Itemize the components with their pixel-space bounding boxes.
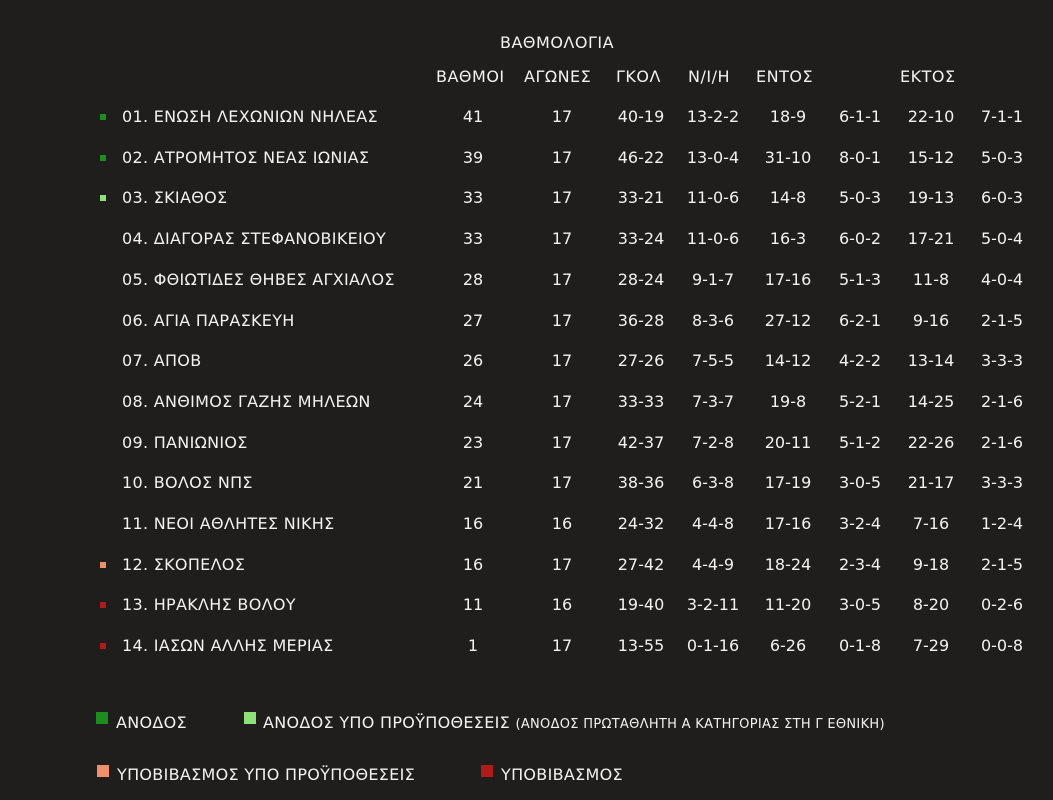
points-cell: 28	[462, 269, 484, 289]
away-wdl-cell: 0-0-8	[980, 636, 1024, 656]
away-wdl-cell: 2-1-6	[980, 391, 1024, 411]
home-wdl-cell: 5-1-2	[838, 432, 882, 452]
header-goals: ΓΚΟΛ	[616, 67, 661, 86]
team-name: 11. ΝΕΟΙ ΑΘΛΗΤΕΣ ΝΙΚΗΣ	[122, 514, 335, 533]
home-goals-cell: 20-11	[764, 432, 812, 452]
status-marker	[100, 562, 106, 568]
home-wdl-cell: 5-0-3	[838, 188, 882, 208]
away-goals-cell: 11-8	[912, 269, 950, 289]
goals-cell: 40-19	[617, 107, 665, 126]
games-cell: 17	[551, 432, 573, 452]
wdl-cell: 13-2-2	[686, 107, 740, 126]
wdl-cell: 8-3-6	[691, 310, 735, 330]
team-name: 12. ΣΚΟΠΕΛΟΣ	[122, 554, 246, 574]
away-wdl-cell: 2-1-5	[980, 554, 1024, 574]
home-wdl-cell: 6-1-1	[838, 107, 882, 126]
goals-cell: 27-42	[617, 554, 665, 574]
header-away: ΕΚΤΟΣ	[900, 67, 956, 86]
games-cell: 17	[551, 351, 573, 371]
table-row	[0, 512, 1053, 536]
games-cell: 17	[551, 147, 573, 167]
games-cell: 17	[551, 636, 573, 656]
away-wdl-cell: 5-0-4	[980, 229, 1024, 249]
team-name: 06. ΑΓΙΑ ΠΑΡΑΣΚΕΥΗ	[122, 310, 295, 330]
goals-cell: 38-36	[617, 473, 665, 493]
points-cell: 26	[462, 351, 484, 371]
away-wdl-cell: 2-1-5	[980, 310, 1024, 330]
away-wdl-cell: 5-0-3	[980, 147, 1024, 167]
goals-cell: 33-24	[617, 229, 665, 249]
points-cell: 27	[462, 310, 484, 330]
status-marker	[100, 643, 106, 649]
wdl-cell: 3-2-11	[686, 595, 740, 615]
home-wdl-cell: 8-0-1	[838, 147, 882, 167]
points-cell: 16	[462, 514, 484, 533]
away-wdl-cell: 6-0-3	[980, 188, 1024, 208]
legend-swatch-conditional-promotion	[244, 712, 256, 724]
games-cell: 17	[551, 554, 573, 574]
goals-cell: 42-37	[617, 432, 665, 452]
away-wdl-cell: 2-1-6	[980, 432, 1024, 452]
team-name: 01. ΕΝΩΣΗ ΛΕΧΩΝΙΩΝ ΝΗΛΕΑΣ	[122, 107, 378, 126]
home-goals-cell: 14-12	[764, 351, 812, 371]
table-row	[0, 553, 1053, 577]
games-cell: 17	[551, 107, 573, 126]
goals-cell: 24-32	[617, 514, 665, 533]
wdl-cell: 4-4-9	[691, 554, 735, 574]
legend-label-promotion: ΑΝΟΔΟΣ	[116, 713, 187, 732]
header-home: ΕΝΤΟΣ	[756, 67, 814, 86]
wdl-cell: 6-3-8	[691, 473, 735, 493]
table-row	[0, 634, 1053, 658]
games-cell: 17	[551, 229, 573, 249]
goals-cell: 36-28	[617, 310, 665, 330]
wdl-cell: 0-1-16	[686, 636, 740, 656]
away-goals-cell: 9-18	[912, 554, 950, 574]
team-name: 07. ΑΠΟΒ	[122, 351, 202, 371]
home-goals-cell: 16-3	[769, 229, 807, 249]
wdl-cell: 4-4-8	[691, 514, 735, 533]
points-cell: 1	[467, 636, 479, 656]
wdl-cell: 13-0-4	[686, 147, 740, 167]
table-row	[0, 309, 1053, 333]
team-name: 05. ΦΘΙΩΤΙΔΕΣ ΘΗΒΕΣ ΑΓΧΙΑΛΟΣ	[122, 269, 395, 289]
wdl-cell: 11-0-6	[686, 188, 740, 208]
away-goals-cell: 9-16	[912, 310, 950, 330]
home-goals-cell: 11-20	[764, 595, 812, 615]
away-wdl-cell: 3-3-3	[980, 351, 1024, 371]
legend-label-conditional-promotion	[263, 713, 885, 732]
wdl-cell: 7-3-7	[691, 391, 735, 411]
home-wdl-cell: 4-2-2	[838, 351, 882, 371]
games-cell: 16	[551, 514, 573, 533]
home-goals-cell: 17-19	[764, 473, 812, 493]
games-cell: 17	[551, 269, 573, 289]
home-goals-cell: 17-16	[764, 514, 812, 533]
games-cell: 17	[551, 473, 573, 493]
header-points: ΒΑΘΜΟΙ	[436, 67, 505, 86]
games-cell: 17	[551, 188, 573, 208]
home-goals-cell: 17-16	[764, 269, 812, 289]
away-goals-cell: 14-25	[907, 391, 955, 411]
wdl-cell: 11-0-6	[686, 229, 740, 249]
home-goals-cell: 6-26	[769, 636, 807, 656]
away-wdl-cell: 0-2-6	[980, 595, 1024, 615]
away-goals-cell: 17-21	[907, 229, 955, 249]
team-name: 10. ΒΟΛΟΣ ΝΠΣ	[122, 473, 253, 493]
points-cell: 33	[462, 188, 484, 208]
away-goals-cell: 15-12	[907, 147, 955, 167]
table-row	[0, 390, 1053, 414]
legend-swatch-conditional-relegation	[97, 765, 109, 777]
games-cell: 17	[551, 310, 573, 330]
wdl-cell: 7-2-8	[691, 432, 735, 452]
away-goals-cell: 13-14	[907, 351, 955, 371]
home-wdl-cell: 3-0-5	[838, 473, 882, 493]
legend-swatch-relegation	[481, 765, 493, 777]
goals-cell: 19-40	[617, 595, 665, 615]
legend-label-conditional-relegation: ΥΠΟΒΙΒΑΣΜΟΣ ΥΠΟ ΠΡΟΫΠΟΘΕΣΕΙΣ	[117, 765, 416, 784]
team-name: 09. ΠΑΝΙΩΝΙΟΣ	[122, 432, 248, 452]
home-goals-cell: 18-9	[769, 107, 807, 126]
standings-title: ΒΑΘΜΟΛΟΓΙΑ	[500, 33, 615, 52]
team-name: 02. ΑΤΡΟΜΗΤΟΣ ΝΕΑΣ ΙΩΝΙΑΣ	[122, 147, 370, 167]
wdl-cell: 7-5-5	[691, 351, 735, 371]
home-wdl-cell: 2-3-4	[838, 554, 882, 574]
away-goals-cell: 19-13	[907, 188, 955, 208]
goals-cell: 13-55	[617, 636, 665, 656]
away-wdl-cell: 7-1-1	[980, 107, 1024, 126]
legend-swatch-promotion	[96, 712, 108, 724]
home-wdl-cell: 0-1-8	[838, 636, 882, 656]
home-wdl-cell: 6-2-1	[838, 310, 882, 330]
points-cell: 41	[462, 107, 484, 126]
legend-label-relegation: ΥΠΟΒΙΒΑΣΜΟΣ	[501, 765, 623, 784]
goals-cell: 33-33	[617, 391, 665, 411]
points-cell: 23	[462, 432, 484, 452]
points-cell: 39	[462, 147, 484, 167]
legend-conditional-promotion-note: (ΑΝΟΔΟΣ ΠΡΩΤΑΘΛΗΤΗ Α ΚΑΤΗΓΟΡΙΑΣ ΣΤΗ Γ ΕΘΝΙΚΗ)	[515, 717, 885, 732]
away-wdl-cell: 1-2-4	[980, 514, 1024, 533]
home-wdl-cell: 5-1-3	[838, 269, 882, 289]
points-cell: 24	[462, 391, 484, 411]
games-cell: 16	[551, 595, 573, 615]
home-goals-cell: 18-24	[764, 554, 812, 574]
goals-cell: 46-22	[617, 147, 665, 167]
status-marker	[100, 195, 106, 201]
team-name: 04. ΔΙΑΓΟΡΑΣ ΣΤΕΦΑΝΟΒΙΚΕΙΟΥ	[122, 229, 387, 249]
table-row	[0, 471, 1053, 495]
away-goals-cell: 22-10	[907, 107, 955, 126]
games-cell: 17	[551, 391, 573, 411]
header-wdl: Ν/Ι/Η	[688, 67, 730, 86]
table-row	[0, 227, 1053, 251]
home-wdl-cell: 5-2-1	[838, 391, 882, 411]
home-goals-cell: 27-12	[764, 310, 812, 330]
status-marker	[100, 155, 106, 161]
team-name: 08. ΑΝΘΙΜΟΣ ΓΑΖΗΣ ΜΗΛΕΩΝ	[122, 391, 371, 411]
home-wdl-cell: 6-0-2	[838, 229, 882, 249]
home-goals-cell: 19-8	[769, 391, 807, 411]
table-row	[0, 146, 1053, 170]
table-row	[0, 349, 1053, 373]
away-goals-cell: 7-29	[912, 636, 950, 656]
points-cell: 21	[462, 473, 484, 493]
status-marker	[100, 602, 106, 608]
goals-cell: 33-21	[617, 188, 665, 208]
home-wdl-cell: 3-2-4	[838, 514, 882, 533]
header-games: ΑΓΩΝΕΣ	[524, 67, 592, 86]
legend-conditional-promotion-text: ΑΝΟΔΟΣ ΥΠΟ ΠΡΟΫΠΟΘΕΣΕΙΣ	[263, 713, 511, 732]
goals-cell: 27-26	[617, 351, 665, 371]
team-name: 14. ΙΑΣΩΝ ΑΛΛΗΣ ΜΕΡΙΑΣ	[122, 636, 334, 656]
team-name: 03. ΣΚΙΑΘΟΣ	[122, 188, 228, 208]
home-goals-cell: 31-10	[764, 147, 812, 167]
table-row	[0, 268, 1053, 292]
table-row	[0, 431, 1053, 455]
table-row	[0, 186, 1053, 210]
away-goals-cell: 22-26	[907, 432, 955, 452]
table-row	[0, 593, 1053, 617]
away-goals-cell: 8-20	[912, 595, 950, 615]
away-goals-cell: 7-16	[912, 514, 950, 533]
points-cell: 33	[462, 229, 484, 249]
home-goals-cell: 14-8	[769, 188, 807, 208]
home-wdl-cell: 3-0-5	[838, 595, 882, 615]
status-marker	[100, 114, 106, 120]
away-goals-cell: 21-17	[907, 473, 955, 493]
points-cell: 16	[462, 554, 484, 574]
points-cell: 11	[462, 595, 484, 615]
away-wdl-cell: 3-3-3	[980, 473, 1024, 493]
goals-cell: 28-24	[617, 269, 665, 289]
away-wdl-cell: 4-0-4	[980, 269, 1024, 289]
team-name: 13. ΗΡΑΚΛΗΣ ΒΟΛΟΥ	[122, 595, 296, 615]
wdl-cell: 9-1-7	[691, 269, 735, 289]
table-row	[0, 105, 1053, 129]
